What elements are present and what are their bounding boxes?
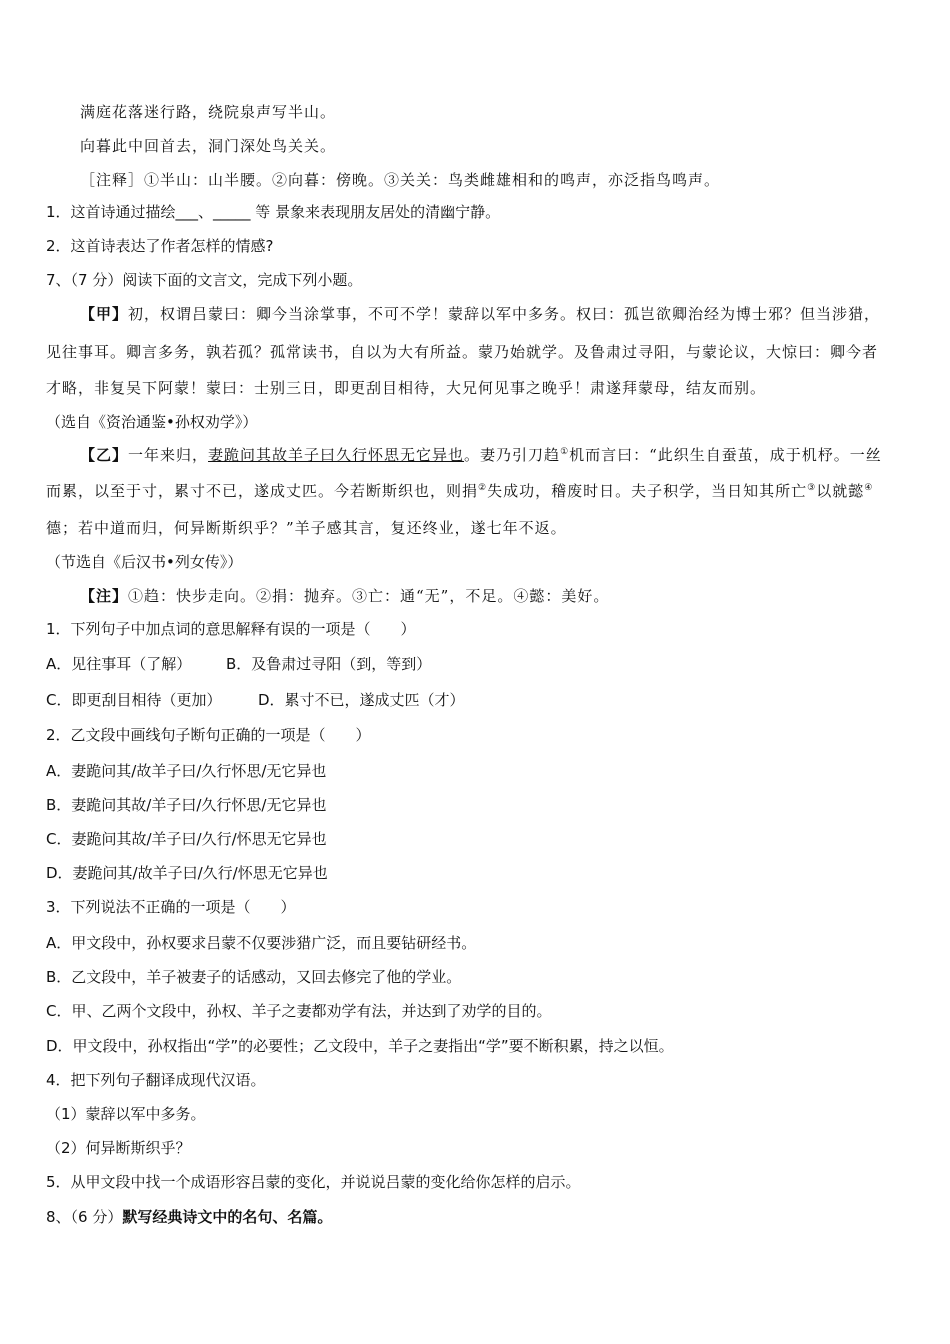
jia-line-1 bbox=[80, 303, 880, 325]
jia-line-3: 才略，非复吴下阿蒙！蒙曰：士别三日，即更刮目相待，大兄何见事之晚乎！肃遂拜蒙母，结友而别。 bbox=[46, 379, 767, 397]
poem-line-3: 满庭花落迷行路，绕院泉声写半山。 bbox=[80, 103, 337, 121]
s2-question: 2．乙文段中画线句子断句正确的一项是（ ） bbox=[46, 726, 371, 744]
s5-question: 5．从甲文段中找一个成语形容吕蒙的变化，并说说吕蒙的变化给你怎样的启示。 bbox=[46, 1173, 581, 1191]
q8-prefix: 8、（6 分） bbox=[46, 1208, 123, 1226]
poem-line-4: 向暮此中回首去，洞门深处鸟关关。 bbox=[80, 137, 337, 155]
yi-text-1c: 机而言曰：“此织生自蚕茧，成于机杼。一丝 bbox=[569, 446, 882, 464]
s1-option-c: C．即更刮目相待（更加） bbox=[46, 691, 222, 709]
jia-text-1: 初，权谓吕蒙曰：卿今当涂掌事，不可不学！蒙辞以军中多务。权曰：孤岂欲卿治经为博士邪？但当涉猎， bbox=[128, 305, 881, 323]
yi-tag: 【乙】 bbox=[80, 446, 129, 464]
footnote-3: ③ bbox=[807, 483, 817, 493]
yi-text-2b: 失成功，稽废时日。夫子积学，当日知其所亡 bbox=[487, 482, 808, 500]
poem-annotation: ［注释］①半山：山半腰。②向暮：傍晚。③关关：鸟类雌雄相和的鸣声，亦泛指鸟鸣声。 bbox=[80, 171, 721, 189]
s1-option-a: A．见往事耳（了解） bbox=[46, 655, 192, 673]
jia-tag: 【甲】 bbox=[80, 305, 129, 323]
jia-line-2: 见往事耳。卿言多务，孰若孤？孤常读书，自以为大有所益。蒙乃始就学。及鲁肃过寻阳，与蒙论议，大惊曰：卿今者 bbox=[46, 343, 879, 361]
s2-option-d: D．妻跪问其/故羊子曰/久行/怀思无它异也 bbox=[46, 864, 328, 882]
s4-item-2: （2）何异断斯织乎？ bbox=[46, 1139, 191, 1157]
q7-notes bbox=[80, 585, 609, 607]
s1-option-d: D．累寸不已，遂成丈匹（才） bbox=[258, 691, 465, 709]
s3-option-a: A．甲文段中，孙权要求吕蒙不仅要涉猎广泛，而且要钻研经书。 bbox=[46, 934, 477, 952]
footnote-2: ② bbox=[478, 483, 488, 493]
notes-text: ①趋：快步走向。②捐：抛弃。③亡：通“无”，不足。④懿：美好。 bbox=[128, 587, 610, 605]
q6-sub2: 2．这首诗表达了作者怎样的情感? bbox=[46, 237, 274, 255]
yi-text-2a: 而累，以至于寸，累寸不已，遂成丈匹。今若断斯织也，则捐 bbox=[46, 482, 479, 500]
s3-question: 3．下列说法不正确的一项是（ ） bbox=[46, 898, 296, 916]
q6-sub1-pre: 1．这首诗通过描绘___、_____ 等 bbox=[46, 203, 271, 221]
footnote-1: ① bbox=[560, 447, 570, 457]
q6-sub1-post: 景象来表现朋友居处的清幽宁静。 bbox=[275, 203, 501, 221]
yi-source: （节选自《后汉书•列女传》） bbox=[46, 553, 243, 571]
yi-text-1b: 。妻乃引刀趋 bbox=[464, 446, 561, 464]
yi-line-2 bbox=[46, 480, 873, 502]
footnote-4: ④ bbox=[864, 483, 874, 493]
s3-option-c: C．甲、乙两个文段中，孙权、羊子之妻都劝学有法，并达到了劝学的目的。 bbox=[46, 1002, 552, 1020]
q6-sub1 bbox=[46, 201, 500, 223]
s2-option-c: C．妻跪问其故/羊子曰/久行/怀思无它异也 bbox=[46, 830, 327, 848]
s1-question: 1．下列句子中加点词的意思解释有误的一项是（ ） bbox=[46, 620, 416, 638]
s4-question: 4．把下列句子翻译成现代汉语。 bbox=[46, 1071, 266, 1089]
yi-underlined-sentence: 妻跪问其故羊子曰久行怀思无它异也 bbox=[208, 446, 465, 464]
s2-option-b: B．妻跪问其故/羊子曰/久行怀思/无它异也 bbox=[46, 796, 327, 814]
yi-line-3: 德；若中道而归，何异断斯织乎？”羊子感其言，复还终业，遂七年不返。 bbox=[46, 519, 567, 537]
s1-option-b: B．及鲁肃过寻阳（到，等到） bbox=[226, 655, 432, 673]
yi-text-2c: 以就懿 bbox=[816, 482, 865, 500]
jia-source: （选自《资治通鉴•孙权劝学》） bbox=[46, 413, 258, 431]
s3-option-d: D．甲文段中，孙权指出“学”的必要性；乙文段中，羊子之妻指出“学”要不断积累，持之以恒。 bbox=[46, 1037, 674, 1055]
q8-title bbox=[46, 1206, 332, 1228]
notes-tag: 【注】 bbox=[80, 587, 129, 605]
yi-line-1 bbox=[80, 444, 882, 466]
q8-bold-text: 默写经典诗文中的名句、名篇。 bbox=[122, 1208, 333, 1226]
s4-item-1: （1）蒙辞以军中多务。 bbox=[46, 1105, 206, 1123]
s2-option-a: A．妻跪问其/故羊子曰/久行怀思/无它异也 bbox=[46, 762, 327, 780]
s3-option-b: B．乙文段中，羊子被妻子的话感动，又回去修完了他的学业。 bbox=[46, 968, 462, 986]
q7-title: 7、（7 分）阅读下面的文言文，完成下列小题。 bbox=[46, 271, 363, 289]
yi-text-1a: 一年来归， bbox=[128, 446, 209, 464]
